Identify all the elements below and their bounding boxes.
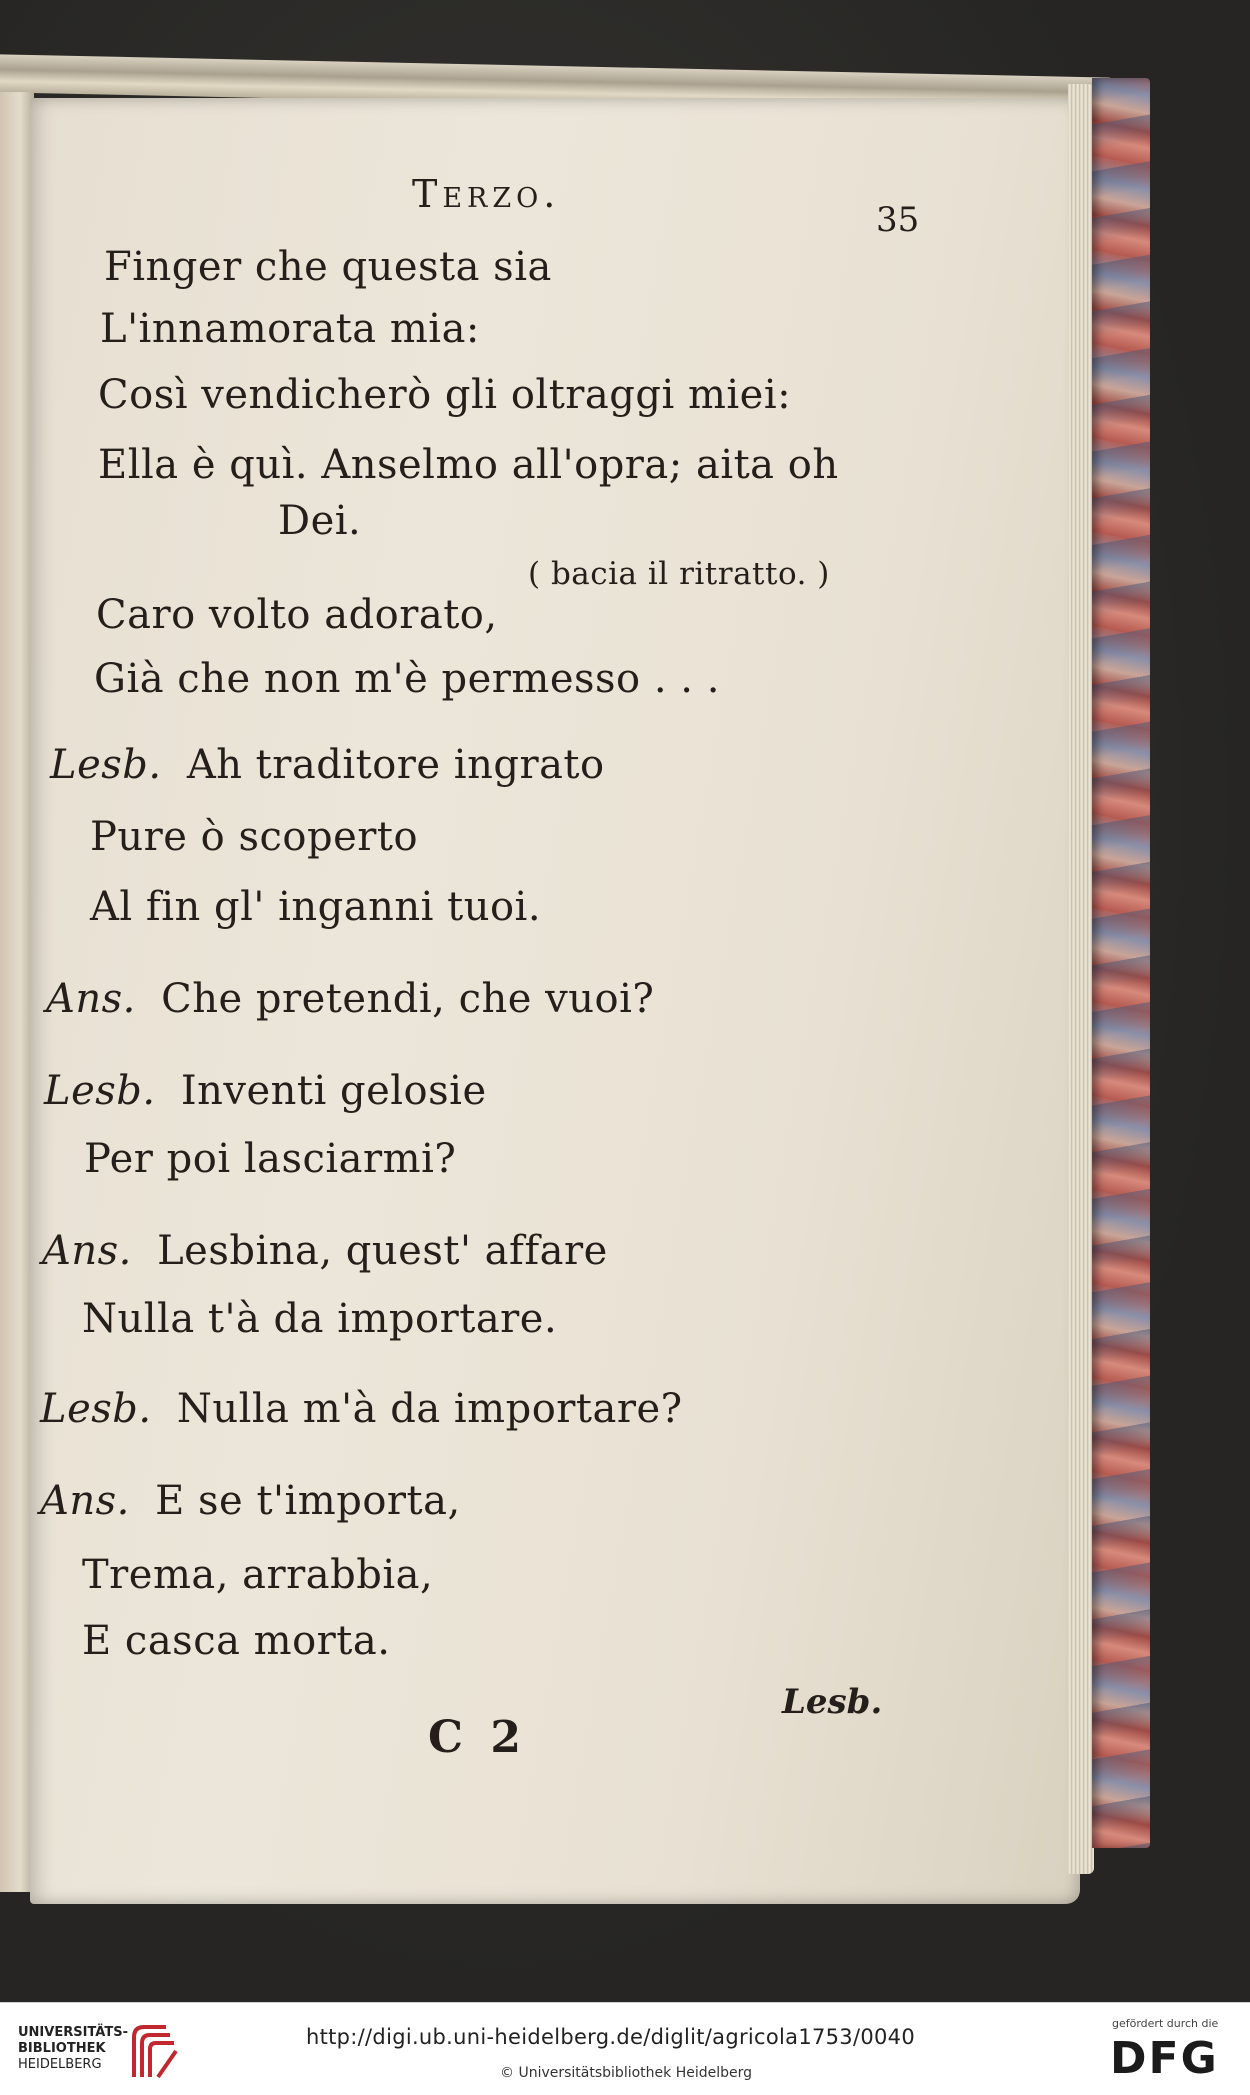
text-line [82,1552,433,1598]
line-text: Ah traditore ingrato [186,742,605,788]
page-number: 35 [876,200,920,240]
library-logo[interactable] [14,2023,234,2081]
running-head: Terzo. [412,172,561,216]
text-line [100,306,480,352]
text-line [42,1228,608,1274]
line-text: Trema, arrabbia, [82,1552,434,1598]
line-text: Nulla t'à da importare. [82,1296,558,1342]
line-text: ( bacia il ritratto. ) [528,556,830,592]
line-text: Già che non m'è permesso . . . [94,656,720,702]
catchword: Lesb. [782,1682,883,1722]
text-line [46,976,654,1022]
library-mark-icon [126,2023,182,2081]
line-text: Inventi gelosie [180,1068,487,1114]
line-text: Lesbina, quest' affare [157,1228,608,1274]
text-line [90,814,418,860]
text-line [82,1296,557,1342]
funding-label: gefördert durch die [1112,2017,1219,2030]
text-line [90,884,541,930]
line-text: Caro volto adorato, [96,592,498,638]
stage-direction [528,556,830,592]
speaker-label: Lesb. [40,1386,152,1432]
text-line [82,1618,390,1664]
text-line [84,1136,456,1182]
line-text: Al fin gl' inganni tuoi. [90,884,542,930]
line-text: E se t'importa, [155,1478,461,1524]
line-text: Per poi lasciarmi? [84,1136,457,1182]
library-name: UNIVERSITÄTS- BIBLIOTHEK HEIDELBERG [18,2025,128,2072]
text-line [94,656,720,702]
speaker-label: Ans. [46,976,136,1022]
speaker-label: Lesb. [44,1068,156,1114]
line-text: Dei. [278,498,362,544]
text-line [98,442,839,488]
viewer-footer [0,2002,1250,2095]
line-text: Così vendicherò gli oltraggi miei: [98,372,792,418]
line-text: Nulla m'à da importare? [176,1386,683,1432]
text-line [40,1478,461,1524]
dfg-logo[interactable]: DFG [1110,2033,1219,2084]
line-text: E casca morta. [82,1618,391,1664]
permalink-url[interactable]: http://digi.ub.uni-heidelberg.de/diglit/agricola1753/0040 [306,2025,915,2049]
line-text: Ella è quì. Anselmo all'opra; aita oh [98,442,839,488]
speaker-label: Lesb. [50,742,162,788]
line-text: Che pretendi, che vuoi? [161,976,655,1022]
text-line [98,372,791,418]
line-text: Finger che questa sia [104,244,552,290]
signature-mark: C 2 [428,1712,527,1763]
text-line [44,1068,487,1114]
speaker-label: Ans. [42,1228,132,1274]
text-line [278,498,361,544]
speaker-label: Ans. [40,1478,130,1524]
text-line [104,244,552,290]
text-line [40,1386,683,1432]
line-text: Pure ò scoperto [90,814,419,860]
text-line [96,592,498,638]
text-line [50,742,605,788]
copyright-notice: © Universitätsbibliothek Heidelberg [500,2065,753,2081]
line-text: L'innamorata mia: [100,306,480,352]
funding-notice [1110,2017,1240,2087]
